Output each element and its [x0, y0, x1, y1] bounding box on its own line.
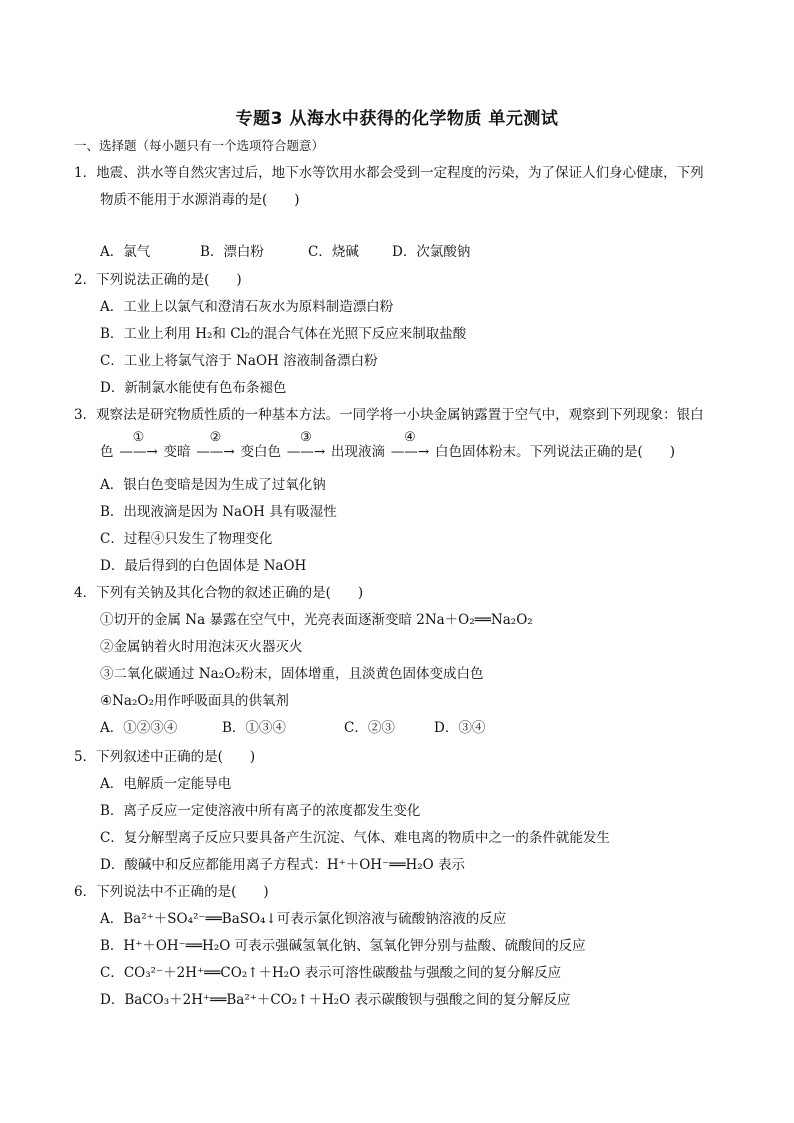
q5-option-c: C．复分解型离子反应只要具备产生沉淀、气体、难电离的物质中之一的条件就能发生 [100, 830, 610, 846]
q5-option-d: D．酸碱中和反应都能用离子方程式：H⁺＋OH⁻══H₂O 表示 [100, 857, 465, 873]
q1-stem-line2: 物质不能用于水源消毒的是( ) [100, 192, 300, 208]
q1-option-a: A．氯气 [100, 244, 151, 260]
q6-stem: 6．下列说法中不正确的是( ) [74, 884, 269, 900]
q3-step-4: ④ [404, 430, 416, 445]
q6-option-d: D．BaCO₃＋2H⁺══Ba²⁺＋CO₂↑＋H₂O 表示碳酸钡与强酸之间的复分解反应 [100, 992, 571, 1008]
q3-arrow-1 [114, 430, 164, 462]
q4-stem: 4．下列有关钠及其化合物的叙述正确的是( ) [74, 585, 364, 601]
q3-option-a: A．银白色变暗是因为生成了过氧化钠 [100, 477, 326, 493]
q2-option-b: B．工业上利用 H₂和 Cl₂的混合气体在光照下反应来制取盐酸 [100, 326, 467, 342]
q6-option-a: A．Ba²⁺＋SO₄²⁻══BaSO₄↓可表示氯化钡溶液与硫酸钠溶液的反应 [100, 911, 507, 927]
q3-option-c: C．过程④只发生了物理变化 [100, 531, 273, 547]
q2-option-c: C．工业上将氯气溶于 NaOH 溶液制备漂白粉 [100, 353, 378, 369]
q1-options [100, 242, 470, 262]
arrow-right-icon: ——→ [119, 444, 158, 460]
q3-arrow-3 [281, 430, 331, 462]
q4-option-c: C．②③ [344, 720, 395, 736]
q3-seq-white: 变白色 [240, 444, 281, 460]
q3-option-b: B．出现液滴是因为 NaOH 具有吸湿性 [100, 504, 337, 520]
q3-seq-end: 白色固体粉末。下列说法正确的是( ) [435, 444, 676, 460]
q1-option-c: C．烧碱 [308, 244, 359, 260]
q1-option-d: D．次氯酸钠 [392, 244, 471, 260]
q1-stem-line1: 1．地震、洪水等自然灾害过后，地下水等饮用水都会受到一定程度的污染，为了保证人们身心健康，下列 [74, 165, 704, 181]
q6-option-c: C．CO₃²⁻＋2H⁺══CO₂↑＋H₂O 表示可溶性碳酸盐与强酸之间的复分解反应 [100, 965, 562, 981]
q5-option-a: A．电解质一定能导电 [100, 776, 232, 792]
q3-seq-darken: 变暗 [163, 444, 191, 460]
q4-option-b: B．①③④ [222, 720, 286, 736]
q5-stem: 5．下列叙述中正确的是( ) [74, 749, 256, 765]
q1-option-b: B．漂白粉 [200, 244, 264, 260]
page-title: 专题3 从海水中获得的化学物质 单元测试 [235, 109, 559, 129]
arrow-right-icon: ——→ [196, 444, 235, 460]
q5-option-b: B．离子反应一定使溶液中所有离子的浓度都发生变化 [100, 803, 421, 819]
q3-seq-droplets: 出现液滴 [331, 444, 385, 460]
q3-stem-line1: 3．观察法是研究物质性质的一种基本方法。一同学将一小块金属钠露置于空气中，观察到下列现象：银白 [74, 407, 704, 423]
q4-option-d: D．③④ [434, 720, 486, 736]
q2-stem: 2．下列说法正确的是( ) [74, 272, 242, 288]
q6-option-b: B．H⁺＋OH⁻══H₂O 可表示强碱氢氧化钠、氢氧化钾分别与盐酸、硫酸间的反应 [100, 938, 586, 954]
q3-sequence [100, 430, 676, 462]
arrow-right-icon: ——→ [286, 444, 326, 460]
q3-step-2: ② [209, 430, 222, 445]
q4-item-1: ①切开的金属 Na 暴露在空气中，光亮表面逐渐变暗 2Na＋O₂══Na₂O₂ [100, 612, 533, 628]
q4-item-4: ④Na₂O₂用作呼吸面具的供氧剂 [100, 693, 289, 709]
q4-item-2: ②金属钠着火时用泡沫灭火器灭火 [100, 639, 303, 655]
q4-option-a: A．①②③④ [100, 720, 178, 736]
q3-step-1: ① [132, 430, 145, 445]
arrow-right-icon: ——→ [390, 444, 430, 460]
q3-arrow-4 [385, 430, 435, 462]
section-heading: 一、选择题（每小题只有一个选项符合题意） [74, 138, 325, 153]
q4-options [100, 718, 485, 738]
q3-arrow-2 [191, 430, 241, 462]
q3-seq-start: 色 [100, 444, 114, 460]
q4-item-3: ③二氧化碳通过 Na₂O₂粉末，固体增重，且淡黄色固体变成白色 [100, 666, 484, 682]
q3-step-3: ③ [300, 430, 312, 445]
q2-option-a: A．工业上以氯气和澄清石灰水为原料制造漂白粉 [100, 299, 394, 315]
q2-option-d: D．新制氯水能使有色布条褪色 [100, 380, 287, 396]
q3-option-d: D．最后得到的白色固体是 NaOH [100, 558, 307, 574]
